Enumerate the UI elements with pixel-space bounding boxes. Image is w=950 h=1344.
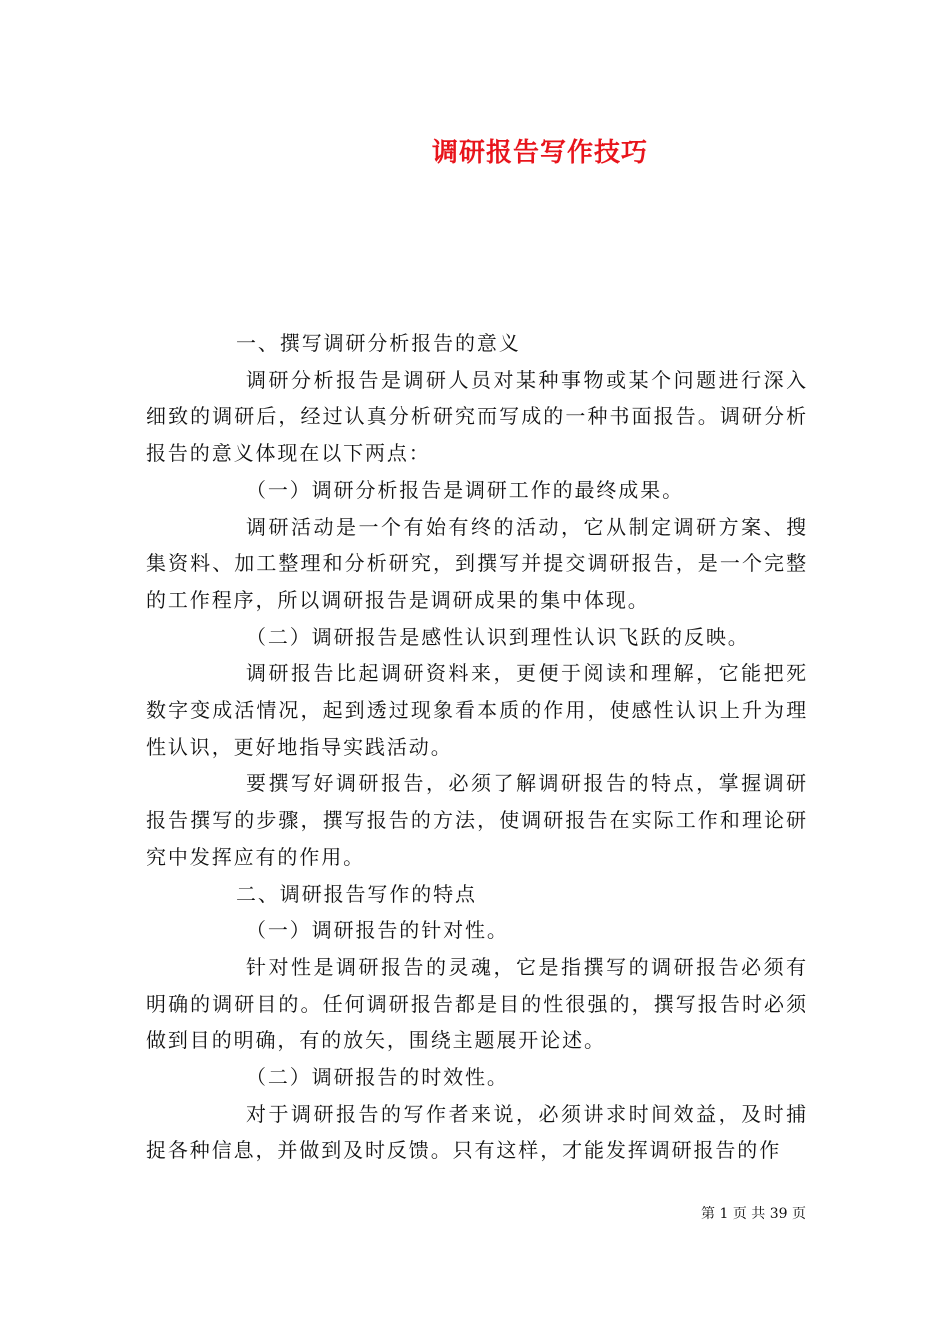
document-title: 调研报告写作技巧 — [431, 138, 648, 168]
section-heading-1: 一、撰写调研分析报告的意义 — [236, 331, 521, 355]
subheading: （一）调研分析报告是调研工作的最终成果。 — [246, 477, 684, 502]
paragraph: 调研分析报告是调研人员对某种事物或某个问题进行深入细致的调研后，经过认真分析研究而写成的一种书面报告。调研分析报告的意义体现在以下两点： — [146, 367, 808, 466]
section-heading-2: 二、调研报告写作的特点 — [236, 881, 477, 906]
subheading: （二）调研报告是感性认识到理性认识飞跃的反映。 — [246, 624, 750, 649]
page-number-footer: 第 1 页 共 39 页 — [701, 1206, 806, 1222]
paragraph: 调研活动是一个有始有终的活动，它从制定调研方案、搜集资料、加工整理和分析研究，到撰写并提交调研报告，是一个完整的工作程序，所以调研报告是调研成果的集中体现。 — [146, 514, 808, 612]
paragraph: 要撰写好调研报告，必须了解调研报告的特点，掌握调研报告撰写的步骤，撰写报告的方法，使调研报告在实际工作和理论研究中发挥应有的作用。 — [146, 771, 808, 869]
paragraph: 调研报告比起调研资料来，更便于阅读和理解，它能把死数字变成活情况，起到透过现象看本质的作用，使感性认识上升为理性认识，更好地指导实践活动。 — [146, 661, 808, 759]
subheading: （二）调研报告的时效性。 — [246, 1065, 509, 1090]
subheading: （一）调研报告的针对性。 — [246, 918, 509, 943]
document-body — [146, 325, 808, 1169]
paragraph: 对于调研报告的写作者来说，必须讲求时间效益，及时捕捉各种信息，并做到及时反馈。只有这样，才能发挥调研报告的作 — [146, 1101, 808, 1163]
paragraph: 针对性是调研报告的灵魂，它是指撰写的调研报告必须有明确的调研目的。任何调研报告都是目的性很强的，撰写报告时必须做到目的明确，有的放矢，围绕主题展开论述。 — [146, 954, 808, 1053]
